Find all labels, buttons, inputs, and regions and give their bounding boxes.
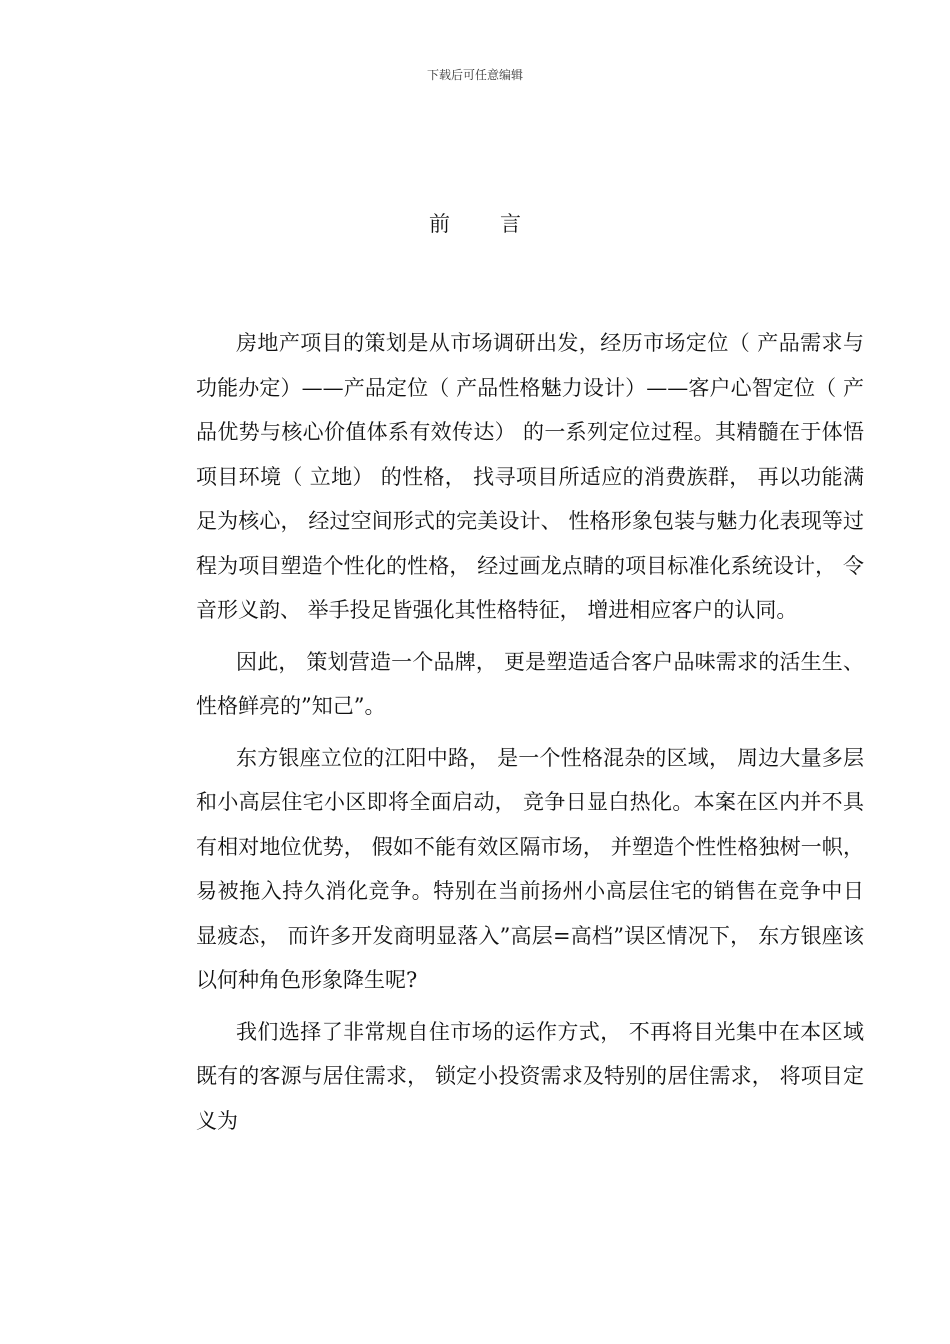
paragraph-2: 因此， 策划营造一个品牌， 更是塑造适合客户品味需求的活生生、 性格鲜亮的”知己”。 xyxy=(196,649,864,718)
page-title xyxy=(0,208,950,238)
page-header-note: 下载后可任意编辑 xyxy=(426,68,523,82)
title-char-2: 言 xyxy=(500,212,521,236)
paragraph-1: 房地产项目的策划是从市场调研出发，经历市场定位（ 产品需求与功能办定）——产品定位（ 产品性格魅力设计）——客户心智定位（ 产品优势与核心价值体系有效传达） 的一系列定位过程。其精髓在于体悟项目环境（ 立地） 的性格， 找寻项目所适应的消费族群， 再以功能满足为核心， 经过空间形式的完美设计、 性格形象包装与魅力化表现等过程为项目塑造个性化的性格， 经过画龙点睛的项目标准化系统设计， 令音形义韵、 举手投足皆强化其性格特征， 增进相应客户的认同。 xyxy=(196,331,864,622)
document-body xyxy=(196,321,864,1150)
paragraph-4: 我们选择了非常规自住市场的运作方式， 不再将目光集中在本区域既有的客源与居住需求， 锁定小投资需求及特别的居住需求， 将项目定义为 xyxy=(196,1019,864,1133)
paragraph-3: 东方银座立位的江阳中路， 是一个性格混杂的区域， 周边大量多层和小高层住宅小区即将全面启动， 竞争日显白热化。本案在区内并不具有相对地位优势， 假如不能有效区隔市场， 并塑造个性性格独树一帜， 易被拖入持久消化竞争。特别在当前扬州小高层住宅的销售在竞争中日显疲态， 而许多开发商明显落入”高层=高档”误区情况下， 东方银座该以何种角色形象降生呢? xyxy=(196,745,864,992)
title-char-1: 前 xyxy=(429,212,450,236)
